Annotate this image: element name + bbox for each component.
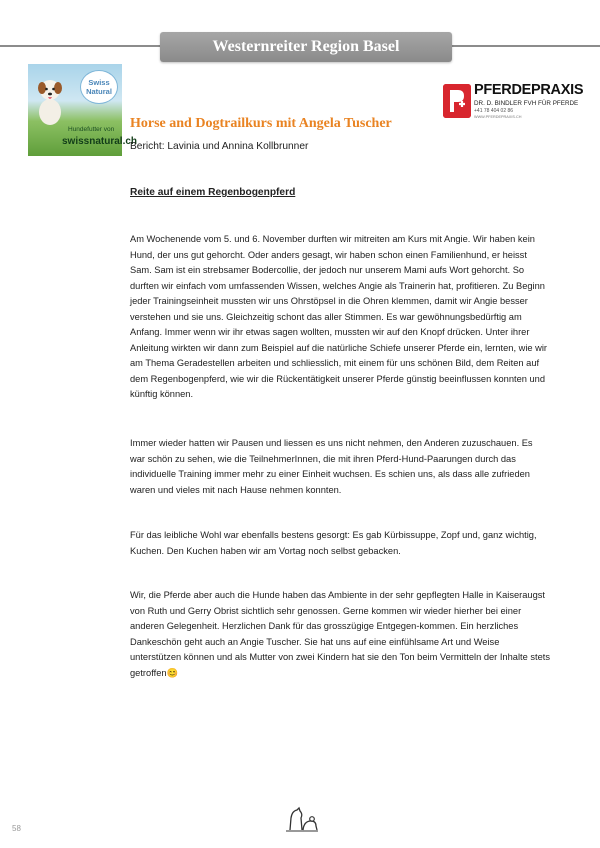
badge-line-2: Natural <box>86 87 112 96</box>
article-byline: Bericht: Lavinia und Annina Kollbrunner <box>130 141 309 152</box>
paragraph-2: Immer wieder hatten wir Pausen und liessen es uns nicht nehmen, den Anderen zuzuschauen. Es war schön zu sehen, wie die TeilnehmerInnen, die mit ihren Pferd-Hund-Paarungen durch das individuelle Training immer mehr zu einer Einheit wuchsen. Es schien uns, als dass alle zufrieden waren und vieles mit nach Hause nehmen konnten. <box>130 438 533 495</box>
page-number: 58 <box>12 824 21 833</box>
ad-brand: swissnatural.ch <box>62 136 138 147</box>
horse-dog-footer-icon <box>284 806 320 834</box>
swiss-natural-badge <box>80 70 118 104</box>
dog-image <box>34 76 66 126</box>
header-rule-right <box>452 45 600 47</box>
article-subheading: Reite auf einem Regenbogenpferd <box>130 187 296 198</box>
pferdepraxis-name: PFERDEPRAXIS <box>474 82 584 98</box>
paragraph-1: Am Wochenende vom 5. und 6. November durften wir mitreiten am Kurs mit Angie. Wir haben kein Hund, der uns gut gehorcht. Oder anders gesagt, wir haben schon einen Familienhund, er heisst Sam. Sam ist ein strebsamer Bodercollie, der jedoch nur unserem Mami aufs Wort gehorcht. So durften wir einfach vom umfassenden Wissen, welches Angie als Trainerin hat, profitieren. Zu Beginn jeder Trainingseinheit mussten wir uns Ohrstöpsel in die Ohren klemmen, damit wir Angie besser verstehen und sie uns. Gleichzeitig schont das aller Stimmen. Es war gewöhnungsbedürftig am Anfang. Immer wenn wir ihr etwas sagen wollten, mussten wir auf den Knopf drücken. Unter ihrer Anleitung wirkten wir dann zum Beispiel auf die natürliche Schiefe unserer Pferde ein, lernten, wie wir am Thema Geradestellen arbeiten und schliesslich, mit einem für uns schönen Bild, dem Reiten auf dem Regenbogenpferd, wie wir die Rückentätigkeit unserer Pferde günstig beeinflussen konnten und künftig können. <box>130 234 548 399</box>
header-banner: Westernreiter Region Basel <box>160 32 452 62</box>
article-title: Horse and Dogtrailkurs mit Angela Tuscher <box>130 116 392 131</box>
header-rule-left <box>0 45 160 47</box>
paragraph-3: Für das leibliche Wohl war ebenfalls bestens gesorgt: Es gab Kürbissuppe, Zopf und, ganz wichtig, Kuchen. Den Kuchen haben wir am Vortag noch selbst gebacken. <box>130 530 537 556</box>
swissnatural-ad <box>28 64 138 156</box>
pferdepraxis-subtitle: DR. D. BINDLER FVH FÜR PFERDE <box>474 100 579 107</box>
badge-line-1: Swiss <box>88 78 110 87</box>
horse-cross-logo-icon <box>443 84 471 118</box>
ad-tagline: Hundefutter von <box>68 126 115 133</box>
pferdepraxis-website: WWW.PFERDEPRAXIS.CH <box>474 115 522 119</box>
pferdepraxis-ad <box>443 82 584 120</box>
paragraph-4: Wir, die Pferde aber auch die Hunde haben das Ambiente in der sehr gepflegten Halle in Kaiseraugst von Ruth und Gerry Obrist sichtlich sehr genossen. Gerne kommen wir wieder hierher bei einer anderen Gelegenheit. Herzlichen Dank für das grosszügige Entgegen-kommen. Ein herzliches Dankeschön geht auch an Angie Tuscher. Sie hat uns auf eine einfühlsame Art und Weise unterstützen können und als Mutter von zwei Kindern hat sie den Ton beim Vermitteln der Inhalte stets getroffen😊 <box>130 590 550 678</box>
pferdepraxis-phone: +41 78 404 02 86 <box>474 108 514 114</box>
